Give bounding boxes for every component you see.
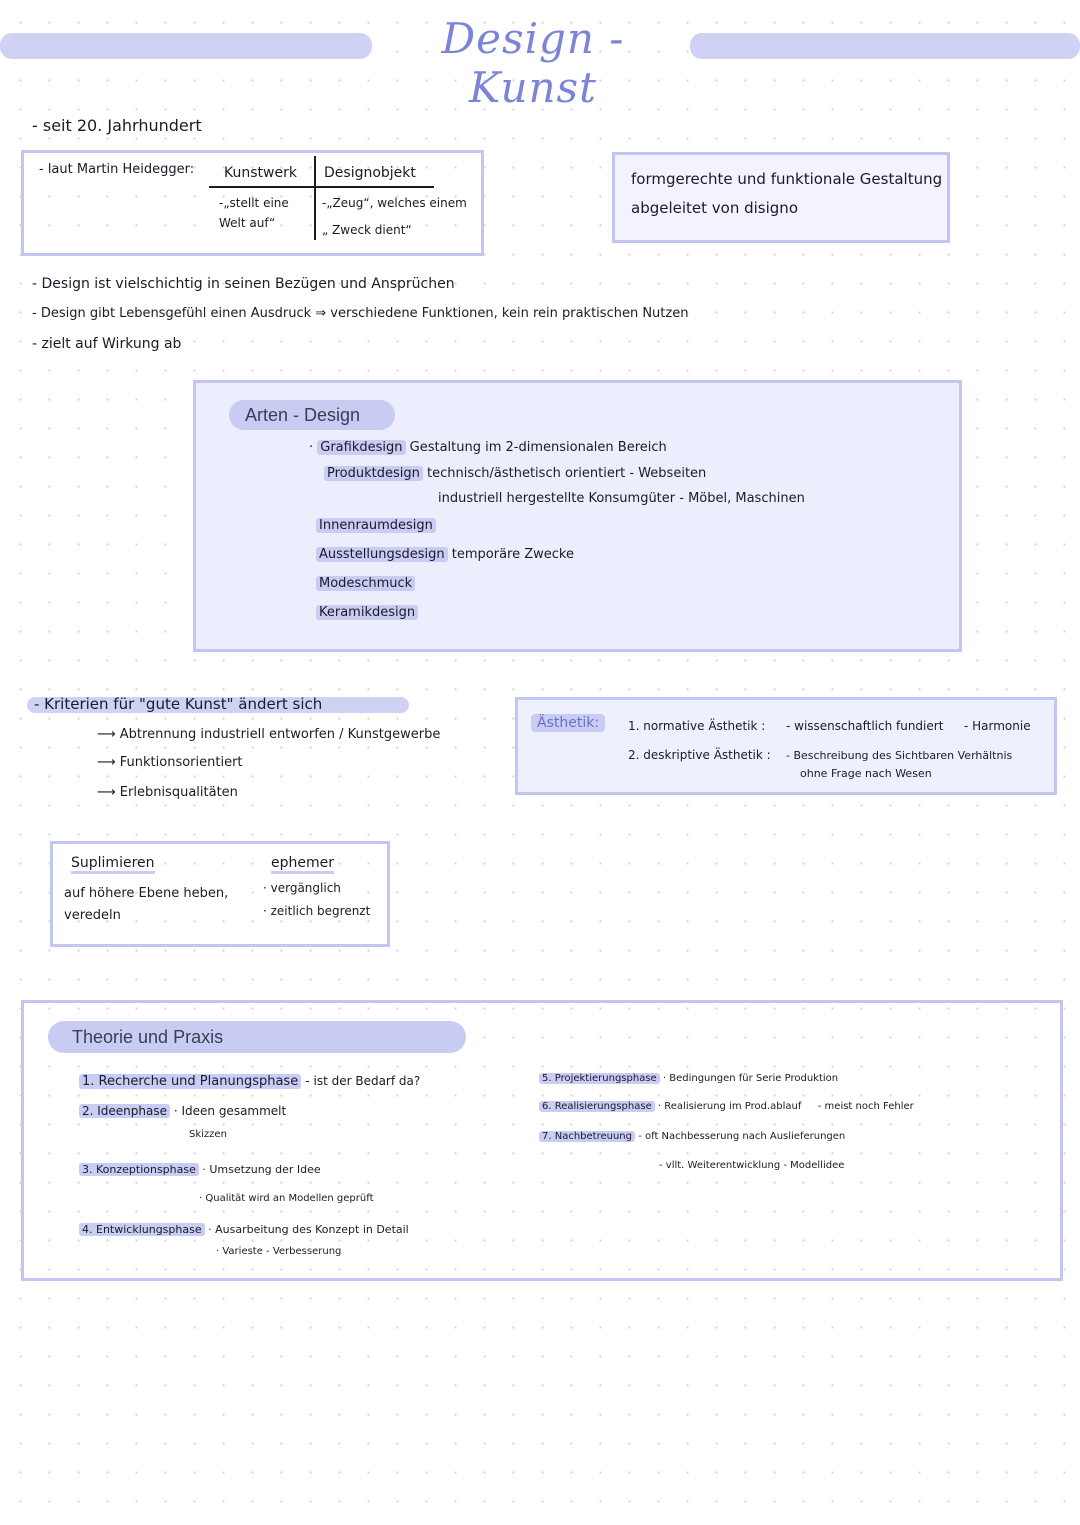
types-ausstellung-row	[316, 547, 574, 562]
phase-7-desc2: - vllt. Weiterentwicklung - Modellidee	[659, 1160, 845, 1171]
aesthetics-line2-c: ohne Frage nach Wesen	[800, 767, 932, 780]
criteria-item-3-text: Erlebnisqualitäten	[119, 785, 238, 800]
phase-6-row	[539, 1101, 914, 1112]
aesthetics-box	[515, 697, 1057, 795]
types-keramik-row	[316, 605, 418, 620]
phase-7-desc: - oft Nachbesserung nach Auslieferungen	[638, 1131, 846, 1142]
definition-box	[612, 152, 950, 243]
phase-6-desc2: - meist noch Fehler	[817, 1101, 914, 1112]
phase-2-row	[79, 1104, 286, 1118]
type-keramik: Keramikdesign	[316, 605, 418, 620]
type-ausstellung: Ausstellungsdesign	[316, 547, 448, 562]
term-ephemer: ephemer	[271, 855, 334, 874]
since-text: - seit 20. Jahrhundert	[32, 116, 202, 135]
designobjekt-text1: -„Zeug“, welches einem	[322, 196, 467, 210]
heidegger-label: - laut Martin Heidegger:	[39, 162, 195, 177]
phase-5: 5. Projektierungsphase	[539, 1073, 660, 1084]
term-sublimieren: Suplimieren	[71, 855, 155, 874]
kunstwerk-head: Kunstwerk	[224, 165, 297, 181]
phase-5-row	[539, 1073, 838, 1084]
type-ausstellung-desc: temporäre Zwecke	[451, 547, 574, 562]
page-title: Design - Kunst	[441, 14, 625, 112]
phase-2: 2. Ideenphase	[79, 1104, 170, 1118]
phase-3-row	[79, 1163, 321, 1176]
criteria-item-2: ⟶ Funktionsorientiert	[97, 755, 243, 770]
theory-title: Theorie und Praxis	[48, 1021, 466, 1053]
phase-2-desc2: Skizzen	[189, 1129, 227, 1140]
header-bar-right	[690, 33, 1080, 59]
types-grafik-row: · Grafikdesign Gestaltung im 2-dimensionalen Bereich	[309, 440, 667, 455]
table-divider-vertical	[314, 156, 316, 240]
criteria-item-2-text: Funktionsorientiert	[119, 755, 243, 770]
bullet-1: - Design ist vielschichtig in seinen Bezügen und Ansprüchen	[32, 276, 455, 292]
types-title: Arten - Design	[229, 400, 395, 430]
type-produkt: Produktdesign	[324, 466, 423, 481]
phase-5-desc: · Bedingungen für Serie Produktion	[662, 1073, 839, 1084]
definition-line2: abgeleitet von disigno	[631, 199, 798, 217]
types-innen-row	[316, 518, 436, 533]
criteria-heading: - Kriterien für "gute Kunst" ändert sich	[34, 695, 323, 713]
types-mode-row	[316, 576, 415, 591]
type-produkt-desc2: industriell hergestellte Konsumgüter - Möbel, Maschinen	[438, 491, 805, 506]
kunstwerk-text2: Welt auf“	[219, 216, 276, 230]
phase-1-row	[79, 1074, 420, 1089]
phase-6-desc: · Realisierung im Prod.ablauf	[657, 1101, 802, 1112]
phase-4: 4. Entwicklungsphase	[79, 1223, 205, 1236]
type-grafik-desc: Gestaltung im 2-dimensionalen Bereich	[409, 440, 667, 455]
bullet-3: - zielt auf Wirkung ab	[32, 336, 182, 352]
phase-4-desc2: · Varieste - Verbesserung	[216, 1246, 342, 1257]
phase-3-desc2: · Qualität wird an Modellen geprüft	[199, 1193, 374, 1204]
aesthetics-line2-a: 2. deskriptive Ästhetik :	[628, 748, 771, 762]
theory-box	[21, 1000, 1063, 1281]
heidegger-box	[21, 150, 484, 256]
aesthetics-line1-a: 1. normative Ästhetik :	[628, 719, 766, 733]
kunstwerk-text1: -„stellt eine	[219, 196, 289, 210]
phase-3-desc: · Umsetzung der Idee	[202, 1163, 321, 1176]
term-sublimieren-text2: veredeln	[64, 908, 121, 923]
aesthetics-line1-b: - wissenschaftlich fundiert	[786, 719, 944, 733]
phase-3: 3. Konzeptionsphase	[79, 1163, 199, 1176]
phase-6: 6. Realisierungsphase	[539, 1101, 655, 1112]
designobjekt-text2: „ Zweck dient“	[322, 223, 412, 237]
phase-4-row	[79, 1223, 409, 1236]
phase-1-desc: - ist der Bedarf da?	[305, 1074, 421, 1088]
bullet-2: - Design gibt Lebensgefühl einen Ausdruck ⇒ verschiedene Funktionen, kein rein praktischen Nutzen	[32, 306, 689, 321]
type-produkt-desc: technisch/ästhetisch orientiert - Webseiten	[427, 466, 707, 481]
aesthetics-label: Ästhetik:	[531, 714, 605, 732]
table-divider-horizontal	[209, 186, 434, 188]
term-ephemer-text2: · zeitlich begrenzt	[263, 904, 371, 918]
term-sublimieren-text1: auf höhere Ebene heben,	[64, 886, 229, 901]
phase-7-row	[539, 1131, 845, 1142]
designobjekt-head: Designobjekt	[324, 165, 416, 181]
phase-2-desc: · Ideen gesammelt	[173, 1104, 287, 1118]
aesthetics-line2-b: - Beschreibung des Sichtbaren Verhältnis	[786, 749, 1013, 762]
types-box	[193, 380, 962, 652]
criteria-item-3: ⟶ Erlebnisqualitäten	[97, 785, 238, 800]
phase-1: 1. Recherche und Planungsphase	[79, 1074, 301, 1089]
types-produkt-row	[324, 466, 706, 481]
aesthetics-line1-c: - Harmonie	[964, 719, 1031, 733]
header-bar-left	[0, 33, 372, 59]
phase-4-desc: · Ausarbeitung des Konzept in Detail	[208, 1223, 409, 1236]
criteria-item-1-text: Abtrennung industriell entworfen / Kunstgewerbe	[119, 727, 441, 742]
type-grafik: Grafikdesign	[317, 440, 405, 455]
criteria-item-1: ⟶ Abtrennung industriell entworfen / Kunstgewerbe	[97, 727, 441, 742]
terms-box	[50, 841, 390, 947]
type-mode: Modeschmuck	[316, 576, 415, 591]
type-innen: Innenraumdesign	[316, 518, 436, 533]
phase-7: 7. Nachbetreuung	[539, 1131, 635, 1142]
term-ephemer-text1: · vergänglich	[263, 881, 341, 895]
definition-line1: formgerechte und funktionale Gestaltung	[631, 170, 943, 188]
